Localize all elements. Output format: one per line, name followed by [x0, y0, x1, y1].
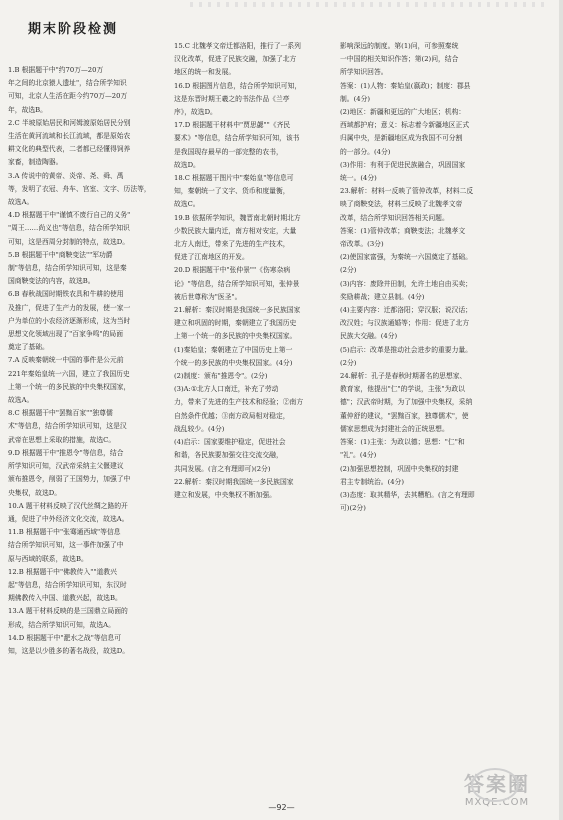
answer-line: 和谐，各民族要加强交往交流交融， — [174, 451, 283, 460]
answer-line: "礼"。(4分) — [340, 451, 377, 460]
answer-line: 等，发明了衣冠、舟车、宫室、文字、历法等， — [8, 184, 151, 193]
answer-line: (2)制度：颁布"推恩令"。(2分) — [174, 372, 268, 381]
answer-line: 映了商鞅变法，材料三反映了北魏孝文帝 — [340, 200, 463, 209]
answer-line: 故选D。 — [174, 160, 200, 169]
answer-line: 答案：(1)主张：为政以德；思想："仁"和 — [340, 438, 465, 447]
answer-line: (3)A:①北方人口南迁，补充了劳动 — [174, 385, 279, 394]
answer-line: 要术》"等信息，结合所学知识可知，该书 — [174, 134, 300, 143]
answer-line: 地区的统一和发展。 — [174, 68, 236, 77]
answer-line: 德"；汉武帝时期，为了加强中央集权，采纳 — [340, 398, 473, 407]
answer-line: 君主专制统治。(4分) — [340, 477, 405, 486]
answer-line: 力，带来了先进的生产技术和经验；②南方 — [174, 398, 304, 407]
answer-line: 可知，这是西周分封制的特点，故选D。 — [8, 237, 129, 246]
answer-line: 8.C 根据题干中"罢黜百家""独尊儒 — [8, 409, 113, 418]
answer-line: 建立和巩固的时期，秦朝建立了我国历史 — [174, 319, 297, 328]
answer-line: "周王……尚义也"等信息，结合所学知识 — [8, 224, 130, 233]
answer-line: 是我国现存最早的一部完整的农书， — [174, 147, 283, 156]
answer-line: 耕文化的典型代表，二者都已经懂得饲养 — [8, 145, 131, 154]
answer-column-middle — [174, 40, 333, 502]
answer-line: 改汉姓；与汉族通婚等；作用：促进了北方 — [340, 319, 470, 328]
answer-line: 答案：(1)管仲改革；商鞅变法；北魏孝文 — [340, 226, 466, 235]
answer-line: 故选C。 — [174, 200, 200, 209]
answer-line: 共同发展。(言之有理即可)(2分) — [174, 464, 271, 473]
answer-line: 年之间的北京猿人遗址"，结合所学知识 — [8, 79, 127, 88]
answer-line: 原与西域的联系，故选B。 — [8, 554, 88, 563]
answer-line: 24.解析：孔子是春秋时期著名的思想家、 — [340, 372, 467, 381]
answer-line: 4.D 根据题干中"谨慎不废行自己的义务" — [8, 211, 131, 220]
answer-line: 奖励耕战；建立县制。(4分) — [340, 292, 425, 301]
answer-line: 知，秦朝统一了文字、货币和度量衡， — [174, 187, 290, 196]
answer-line: 23.解析：材料一反映了管仲改革，材料二反 — [340, 187, 474, 196]
answer-line: 3.A 传说中的黄帝、炎帝、尧、舜、禹 — [8, 171, 124, 180]
answer-line: (2分) — [340, 266, 357, 275]
answer-line: 14.D 根据题干中"淝水之战"等信息可 — [8, 633, 122, 642]
answer-line: 18.C 根据题干图片中"秦始皇"等信息可 — [174, 174, 294, 183]
answer-line: 2.C 半坡原始居民和河姆渡原始居民分别 — [8, 118, 131, 127]
answer-line: (3)作用：有利于促进民族融合，巩固国家 — [340, 160, 466, 169]
answer-line: 论》"等信息，结合所学知识可知，张仲景 — [174, 279, 300, 288]
scan-noise — [190, 2, 550, 7]
answer-line: 武帝在思想上采取的措施，故选C。 — [8, 435, 116, 444]
answer-line: 起"等信息，结合所学知识可知，东汉时 — [8, 580, 127, 589]
answer-line: 19.B 依据所学知识，魏晋南北朝时期北方 — [174, 213, 301, 222]
answer-line: 国商鞅变法的内容，故选B。 — [8, 277, 95, 286]
answer-line: (2分) — [340, 358, 357, 367]
answer-line: 1.B 根据题干中"约70万—20万 — [8, 66, 104, 74]
answer-line: 答案：(1)人物：秦始皇(嬴政)；制度：郡县 — [340, 81, 471, 90]
answer-line: 上第一个统一的多民族的中央集权国家。 — [174, 332, 297, 341]
watermark-url: MXQE.COM — [464, 797, 530, 808]
answer-line: (3)内容：废除井田制，允许土地自由买卖； — [340, 279, 472, 288]
site-watermark — [437, 768, 557, 814]
answer-line: 及推广，促进了生产力的发展，使一家一 — [8, 303, 131, 312]
answer-line: 一中国的相关知识作答；第(2)问，结合 — [340, 55, 459, 64]
answer-line: 知，这是以少胜多的著名战役，故选D。 — [8, 646, 129, 655]
answer-line: (2)加强思想控制，巩固中央集权的封建 — [340, 464, 459, 473]
answer-line: 16.D 根据图片信息，结合所学知识可知， — [174, 81, 302, 90]
answer-line: (1)秦始皇；秦朝建立了中国历史上第一 — [174, 345, 293, 354]
answer-line: (4)启示：国家要维护稳定，促进社会 — [174, 438, 286, 447]
answer-line: 这是东晋时期王羲之的书法作品《兰亭 — [174, 94, 290, 103]
answer-line: (4)主要内容：迁都洛阳；穿汉服；说汉话； — [340, 306, 472, 315]
answer-line: 少数民族大量内迁，南方相对安定，大量 — [174, 226, 297, 235]
answer-line: 术"等信息，结合所学知识可知，这是汉 — [8, 422, 127, 431]
answer-line: (5)启示：改革是推动社会进步的重要力量。 — [340, 345, 472, 354]
answer-line: 年，故选B。 — [8, 105, 47, 114]
page-title: 期末阶段检测 — [28, 22, 119, 37]
answer-line: 个统一的多民族的中央集权国家。(4分) — [174, 358, 293, 367]
answer-line: 9.D 根据题干中"推恩令"等信息，结合 — [8, 448, 124, 457]
answer-line: 17.D 根据题干材料中"贾思勰""《齐民 — [174, 121, 291, 130]
answer-line: 户为单位的小农经济逐渐形成，这为当时 — [8, 316, 131, 325]
answer-line: 教育家，他提出"仁"的学说，主张"为政以 — [340, 385, 465, 394]
answer-line: 的一部分。(4分) — [340, 147, 391, 156]
answer-line: (3)态度：取其精华，去其糟粕。(言之有理即 — [340, 490, 475, 499]
page-edge — [559, 0, 563, 820]
answer-line: 期佛教传入中国、道教兴起，故选B。 — [8, 594, 122, 603]
answer-line: 故选A。 — [8, 198, 34, 207]
answer-line: 12.B 根据题干中"佛教传入""道教兴 — [8, 567, 117, 576]
answer-line: 221年秦始皇统一六国，建立了我国历史 — [8, 369, 130, 378]
answer-line: 自然条件优越；③南方政局相对稳定， — [174, 411, 290, 420]
answer-line: 董仲舒的建议，"罢黜百家，独尊儒术"，使 — [340, 411, 469, 420]
answer-line: 奠定了基础。 — [8, 343, 49, 352]
answer-line: 结合所学知识可知，这一事件加强了中 — [8, 541, 124, 550]
answer-line: 央集权，故选D。 — [8, 488, 62, 497]
answer-line: 所学知识可知，汉武帝采纳主父偃建议 — [8, 462, 124, 471]
answer-line: 15.C 北魏孝文帝迁都洛阳，推行了一系列 — [174, 42, 301, 50]
answer-line: 上第一个统一的多民族的中央集权国家， — [8, 382, 131, 391]
answer-line: 影响深远的制度。第(1)问，可参照秦统 — [340, 42, 459, 50]
answer-line: 故选A。 — [8, 396, 34, 405]
answer-line: 家畜，制造陶器。 — [8, 158, 63, 167]
answer-line: 可)(2分) — [340, 504, 366, 513]
answer-line: 儒家思想成为封建社会的正统思想。 — [340, 424, 449, 433]
answer-line: 序》，故选D。 — [174, 108, 217, 117]
answer-line: 20.D 根据题干中"张仲景""《伤寒杂病 — [174, 266, 291, 275]
answer-line: (2)地区：新疆和更远的广大地区；机构： — [340, 108, 466, 117]
answer-line: 被后世尊称为"医圣"。 — [174, 292, 242, 301]
watermark-ring-icon — [471, 768, 519, 802]
answer-line: 改革，结合所学知识回答相关问题。 — [340, 213, 449, 222]
answer-line: 5.B 根据题干中"商鞅变法""军功爵 — [8, 250, 113, 259]
answer-line: 22.解析：秦汉时期我国统一多民族国家 — [174, 477, 294, 486]
answer-line: 13.A 题干材料反映的是三国鼎立局面的 — [8, 607, 128, 616]
answer-line: 6.B 春秋战国时期铁农具和牛耕的使用 — [8, 290, 124, 299]
answer-line: 帝改革。(3分) — [340, 240, 384, 249]
answer-line: 通，促进了中外经济文化交流，故选A。 — [8, 514, 129, 523]
answer-line: 所学知识回答。 — [340, 68, 388, 77]
answer-line: 生活在黄河流域和长江流域，都是原始农 — [8, 132, 131, 141]
answer-line: 7.A 反映秦朝统一中国的事件是公元前 — [8, 356, 124, 365]
watermark-logo-text: 答案圈 — [464, 772, 530, 796]
answer-line: 21.解析：秦汉时期是我国统一多民族国家 — [174, 306, 301, 315]
answer-line: 西域都护府；意义：标志着今新疆地区正式 — [340, 121, 470, 130]
answer-line: 形成，结合所学知识可知，故选A。 — [8, 620, 115, 629]
answer-line: 统一。(4分) — [340, 174, 377, 183]
answer-line: 民族大交融。(4分) — [340, 332, 398, 341]
answer-line: 10.A 题干材料反映了汉代丝绸之路的开 — [8, 501, 128, 510]
answer-line: 颁布推恩令，削弱了王国势力，加强了中 — [8, 475, 131, 484]
answer-line: 11.B 根据题干中"张骞通西域"等信息 — [8, 528, 121, 537]
answer-line: 建立和发展，中央集权不断加强。 — [174, 490, 276, 499]
answer-line: 归属中央，是新疆地区成为我国不可分割 — [340, 134, 463, 143]
answer-line: 北方人南迁，带来了先进的生产技术， — [174, 240, 290, 249]
answer-column-right — [340, 40, 554, 515]
answer-line: 可知，北京人生活在距今约70万—20万 — [8, 92, 128, 101]
answer-line: 制"等信息，结合所学知识可知，这是秦 — [8, 264, 127, 273]
page-number: —92— — [268, 803, 295, 812]
answer-line: 战乱较少。(4分) — [174, 424, 225, 433]
answer-line: (2)使国家富强，为秦统一六国奠定了基础。 — [340, 253, 472, 262]
answer-line: 制。(4分) — [340, 94, 371, 103]
answer-line: 思想文化领域出现了"百家争鸣"的局面 — [8, 330, 124, 339]
answer-line: 促进了江南地区的开发。 — [174, 253, 249, 262]
answer-line: 汉化改革，促进了民族交融，加强了北方 — [174, 55, 297, 64]
answer-column-left — [8, 64, 165, 658]
